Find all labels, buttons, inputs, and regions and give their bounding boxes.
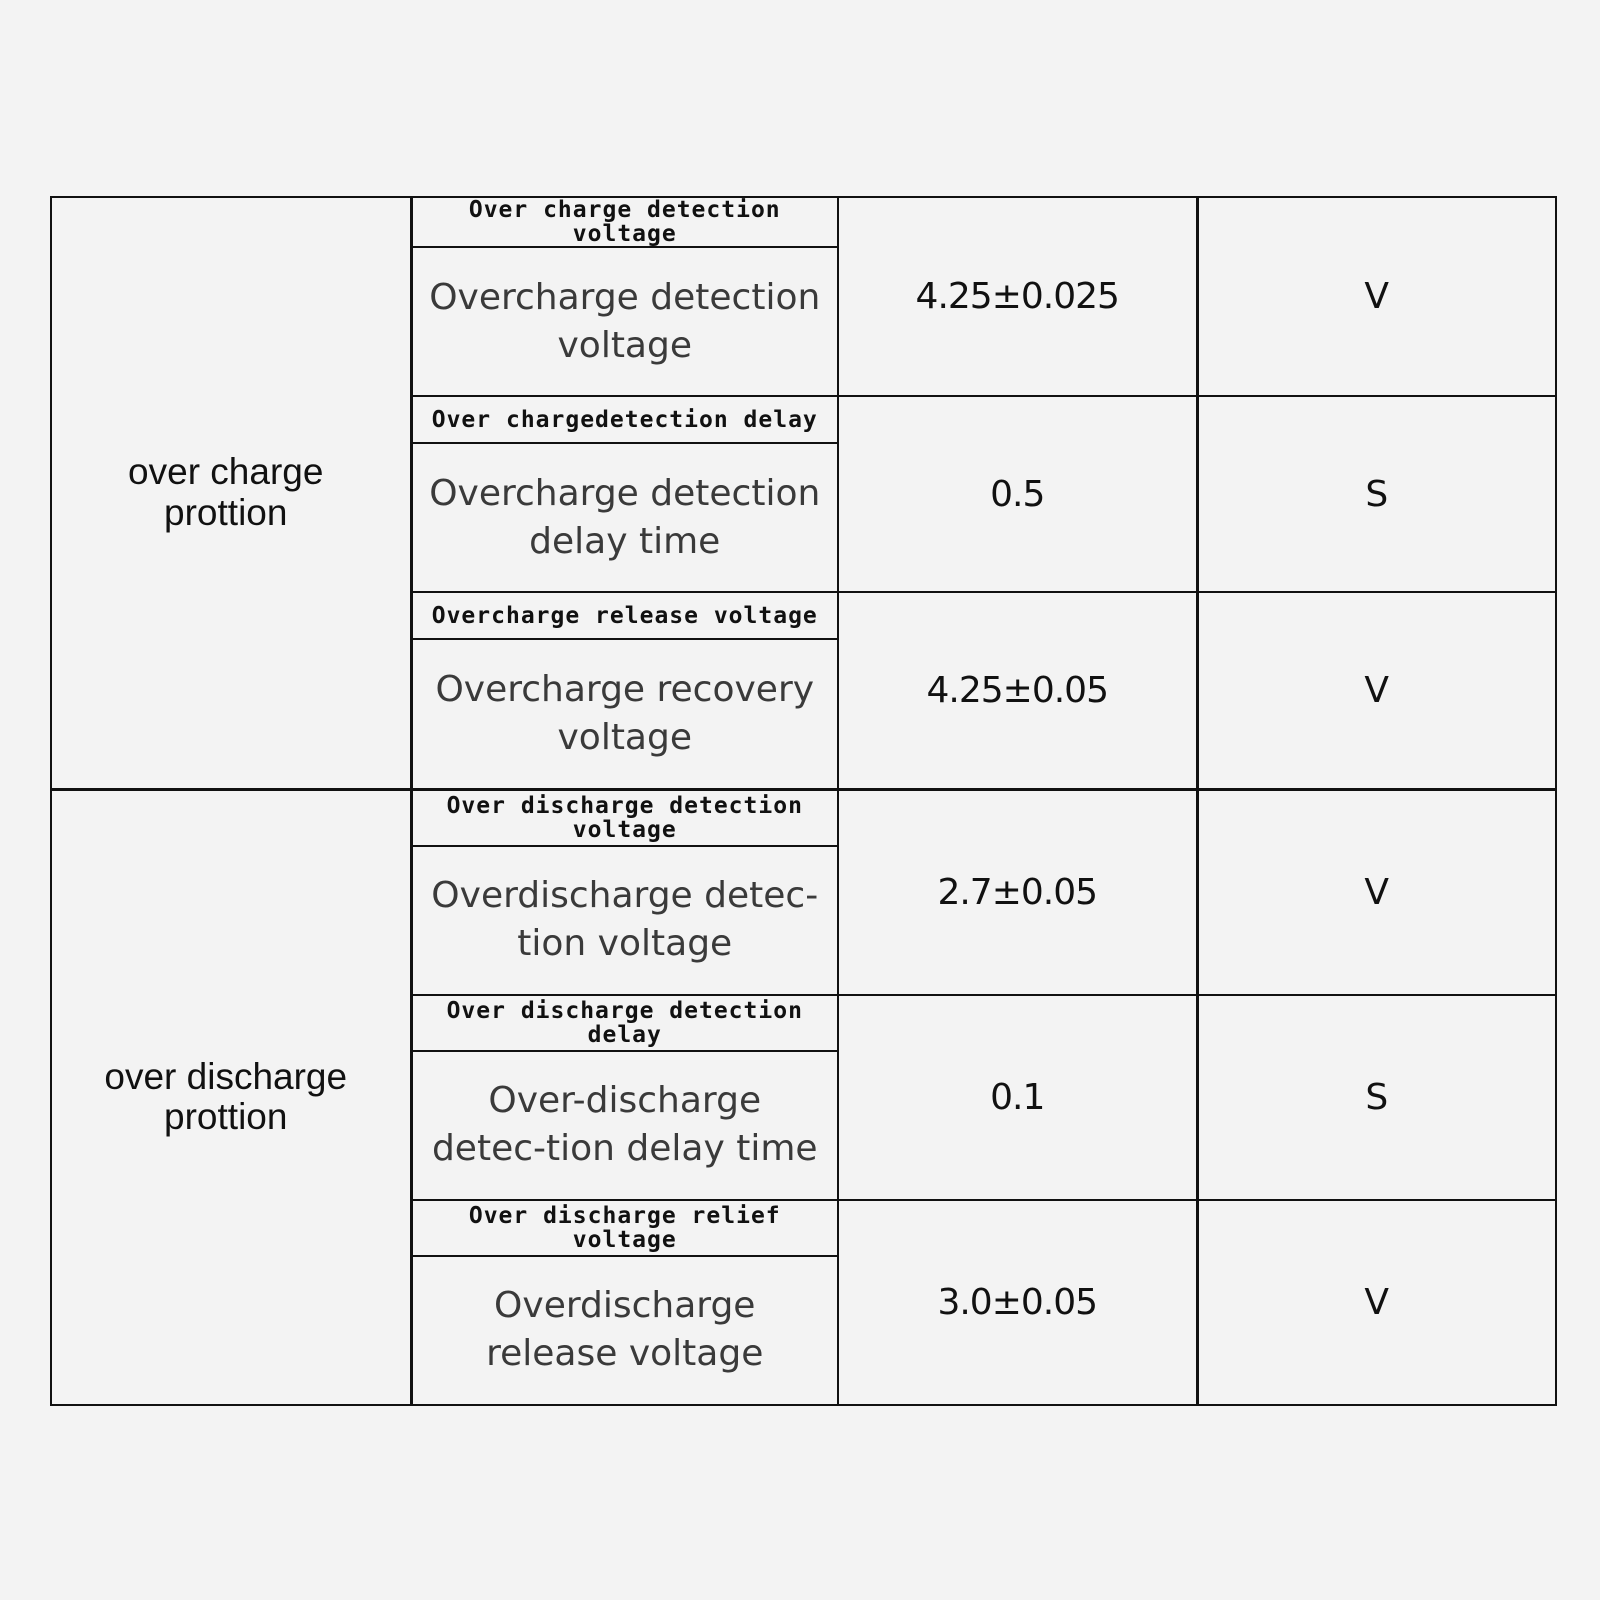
param-unit: V — [1197, 789, 1556, 995]
param-unit: S — [1197, 396, 1556, 592]
param-value: 3.0±0.05 — [838, 1200, 1197, 1405]
param-description: Overcharge detection delay time — [411, 443, 838, 592]
table-row — [51, 789, 1556, 846]
category-over-discharge: over discharge prottion — [51, 789, 411, 1405]
param-header: Over discharge detection voltage — [411, 789, 838, 846]
param-value: 0.5 — [838, 396, 1197, 592]
param-description: Overcharge recovery voltage — [411, 639, 838, 789]
param-header: Over discharge relief voltage — [411, 1200, 838, 1256]
param-header: Over chargedetection delay — [411, 396, 838, 443]
param-description: Over-discharge detec-tion delay time — [411, 1051, 838, 1200]
param-header: Over discharge detection delay — [411, 995, 838, 1051]
table-row — [51, 197, 1556, 247]
param-description: Overdischarge detec-tion voltage — [411, 846, 838, 995]
param-value: 2.7±0.05 — [838, 789, 1197, 995]
param-unit: V — [1197, 1200, 1556, 1405]
param-value: 0.1 — [838, 995, 1197, 1200]
protection-spec-table — [50, 196, 1557, 1406]
param-description: Overdischarge release voltage — [411, 1256, 838, 1405]
param-description: Overcharge detection voltage — [411, 247, 838, 396]
param-value: 4.25±0.025 — [838, 197, 1197, 396]
param-header: Over charge detection voltage — [411, 197, 838, 247]
param-value: 4.25±0.05 — [838, 592, 1197, 789]
param-unit: S — [1197, 995, 1556, 1200]
category-over-charge: over charge prottion — [51, 197, 411, 789]
param-header: Overcharge release voltage — [411, 592, 838, 639]
param-unit: V — [1197, 197, 1556, 396]
param-unit: V — [1197, 592, 1556, 789]
